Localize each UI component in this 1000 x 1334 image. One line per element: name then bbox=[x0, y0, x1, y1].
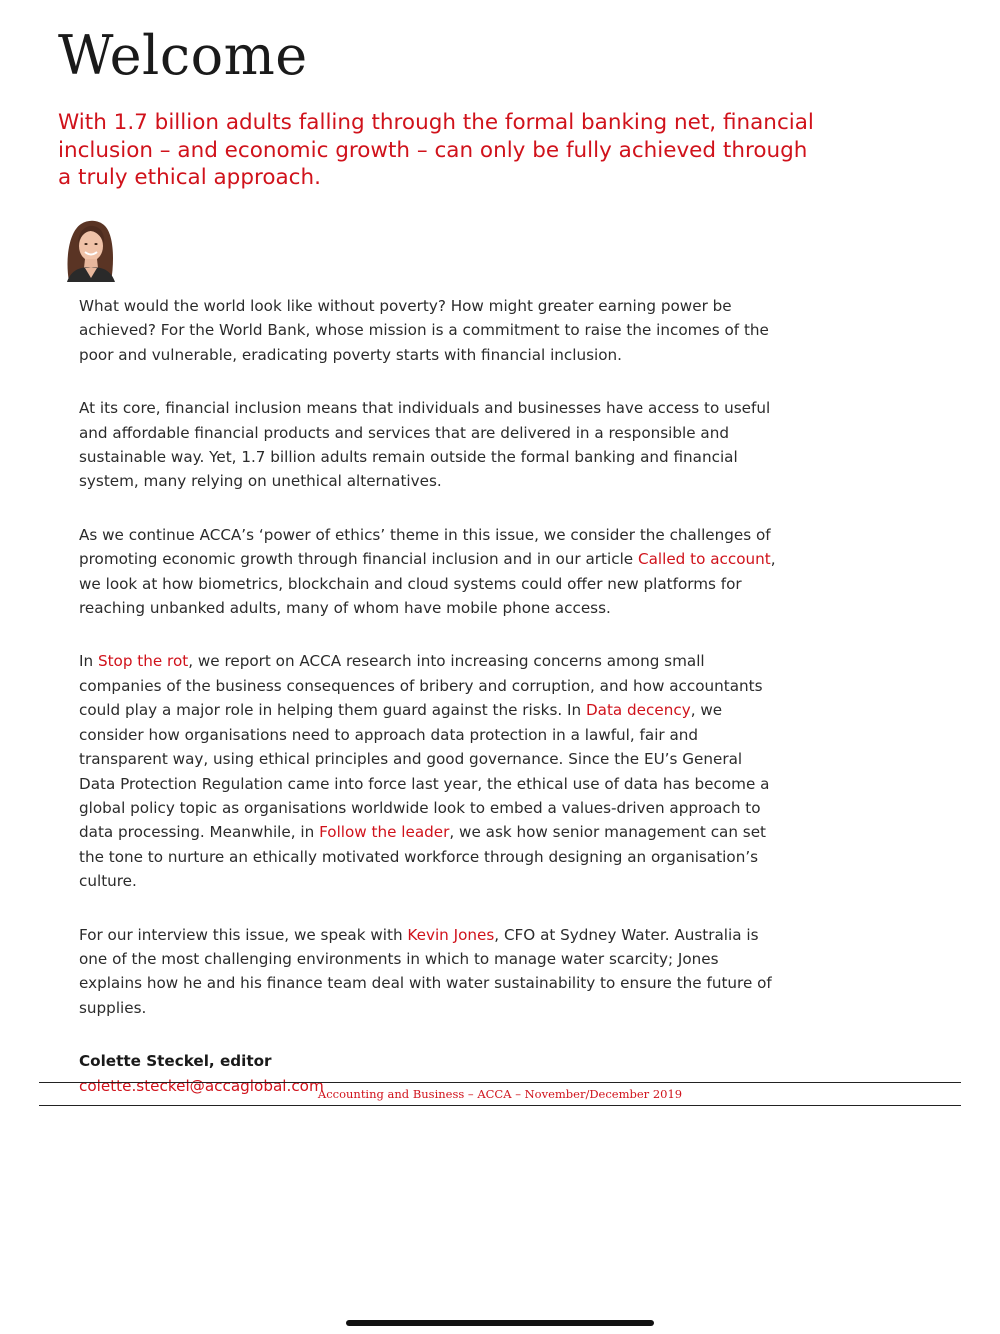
home-indicator[interactable] bbox=[346, 1320, 654, 1326]
paragraph-4 bbox=[79, 649, 779, 893]
standfirst: With 1.7 billion adults falling through the formal banking net, financial inclusion – and economic growth – can only be fully achieved through a truly ethical approach. bbox=[58, 110, 814, 190]
editor-email-link[interactable]: colette.steckel@accaglobal.com bbox=[79, 1076, 324, 1095]
editor-portrait-icon bbox=[59, 218, 123, 282]
paragraph-2: At its core, financial inclusion means that individuals and businesses have access to useful and affordable financial products and services that are delivered in a responsible and sustainable way. Yet, 1.7 billion adults remain outside the formal banking and financial system, many relying on unethical alternatives. bbox=[79, 399, 771, 491]
paragraph-4-text-2: , we report on ACCA research into increasing concerns among small companies of the business consequences of bribery and corruption, and how accountants could play a major role in helping them guard against the risks. In bbox=[79, 652, 763, 720]
stop-the-rot-link[interactable]: Stop the rot bbox=[97, 652, 189, 671]
page-title: Welcome bbox=[58, 24, 308, 87]
paragraph-1: What would the world look like without poverty? How might greater earning power be achieved? For the World Bank, whose mission is a commitment to raise the incomes of the poor and vulnerable, eradicating poverty starts with financial inclusion. bbox=[79, 297, 769, 364]
page-footer: Accounting and Business – ACCA – November/December 2019 bbox=[39, 1082, 961, 1106]
paragraph-5 bbox=[79, 923, 779, 1021]
paragraph-3 bbox=[79, 523, 779, 621]
paragraph-3-text-2: , we look at how biometrics, blockchain and cloud systems could offer new platforms for reaching unbanked adults, many of whom have mobile phone access. bbox=[79, 550, 776, 618]
editor-name: Colette Steckel, editor bbox=[79, 1052, 272, 1071]
paragraph-4-text-4: , we ask how senior management can set the tone to nurture an ethically motivated workforce through designing an organisation’s culture. bbox=[79, 823, 767, 891]
paragraph-4-text-1: In bbox=[79, 652, 98, 671]
paragraph-5-text-1: For our interview this issue, we speak with bbox=[79, 925, 408, 944]
article-body bbox=[79, 294, 779, 1098]
data-decency-link[interactable]: Data decency bbox=[585, 701, 691, 720]
called-to-account-link[interactable]: Called to account bbox=[637, 550, 771, 569]
paragraph-4-text-3: , we consider how organisations need to approach data protection in a lawful, fair and transparent way, using ethical principles and good governance. Since the EU’s General Data Protection Regulation came into force last year, the ethical use of data has become a global policy topic as organisations worldwide look to embed a values-driven approach to data processing. Meanwhile, in bbox=[79, 701, 770, 842]
paragraph-5-text-2: , CFO at Sydney Water. Australia is one of the most challenging environments in which to manage water scarcity; Jones explains how he and his finance team deal with water sustainability to ensure the future of supplies. bbox=[79, 925, 772, 1017]
kevin-jones-link[interactable]: Kevin Jones bbox=[407, 925, 495, 944]
paragraph-3-text-1: As we continue ACCA’s ‘power of ethics’ theme in this issue, we consider the challenges of promoting economic growth through financial inclusion and in our article bbox=[79, 525, 771, 569]
follow-the-leader-link[interactable]: Follow the leader bbox=[319, 823, 450, 842]
